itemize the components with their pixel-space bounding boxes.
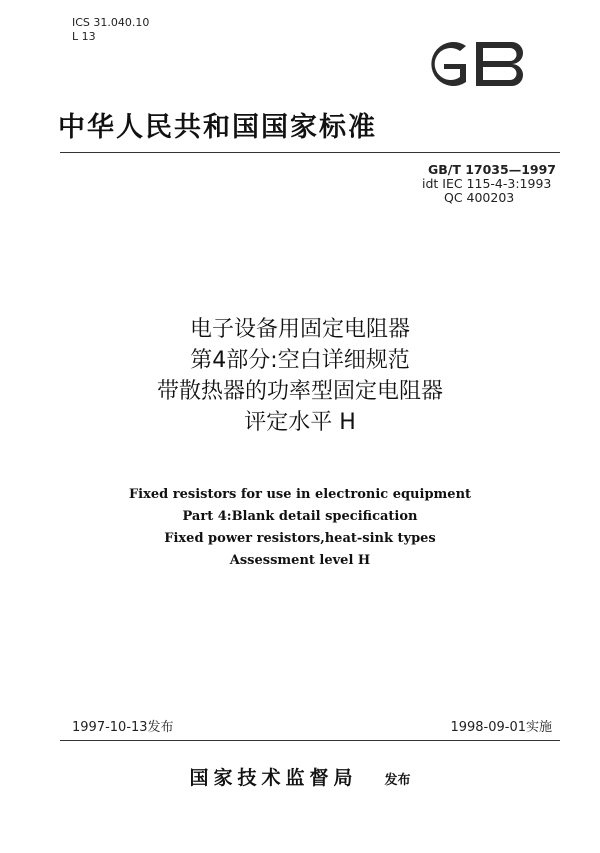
standard-number: GB/T 17035—1997 [427, 162, 556, 177]
english-title-line-1: Fixed resistors for use in electronic equipment [128, 487, 472, 502]
english-title-line-3: Fixed power resistors,heat-sink types [164, 531, 436, 546]
effective-date: 1998-09-01实施 [450, 720, 552, 735]
national-standard-title: 中华人民共和国国家标准 [58, 112, 377, 143]
gb-logo [408, 36, 540, 92]
gb-logo-b-shape [476, 42, 523, 86]
chinese-title-line-3: 带散热器的功率型固定电阻器 [156, 379, 443, 404]
ics-code: ICS 31.040.10 [72, 16, 150, 29]
chinese-title-line-4: 评定水平 H [244, 410, 356, 435]
english-title-block [0, 484, 600, 572]
chinese-title-line-1: 电子设备用固定电阻器 [189, 317, 410, 342]
top-divider [60, 152, 560, 153]
classification-codes [72, 16, 149, 44]
issue-date: 1997-10-13发布 [72, 720, 174, 735]
chinese-title-block [0, 314, 600, 438]
ccs-code: L 13 [72, 30, 96, 43]
qc-reference: QC 400203 [443, 190, 515, 205]
chinese-title-line-2: 第4部分:空白详细规范 [190, 348, 410, 373]
english-title-line-2: Part 4:Blank detail specification [182, 509, 418, 524]
issuing-authority: 国家技术监督局 [189, 767, 358, 789]
idt-reference: idt IEC 115-4-3:1993 [421, 176, 552, 191]
gb-logo-g-shape [431, 42, 466, 86]
issuer-block [0, 763, 600, 790]
standard-number-block [422, 163, 556, 205]
english-title-line-4: Assessment level H [229, 553, 371, 568]
bottom-divider [60, 740, 560, 741]
publish-label: 发布 [384, 773, 411, 788]
